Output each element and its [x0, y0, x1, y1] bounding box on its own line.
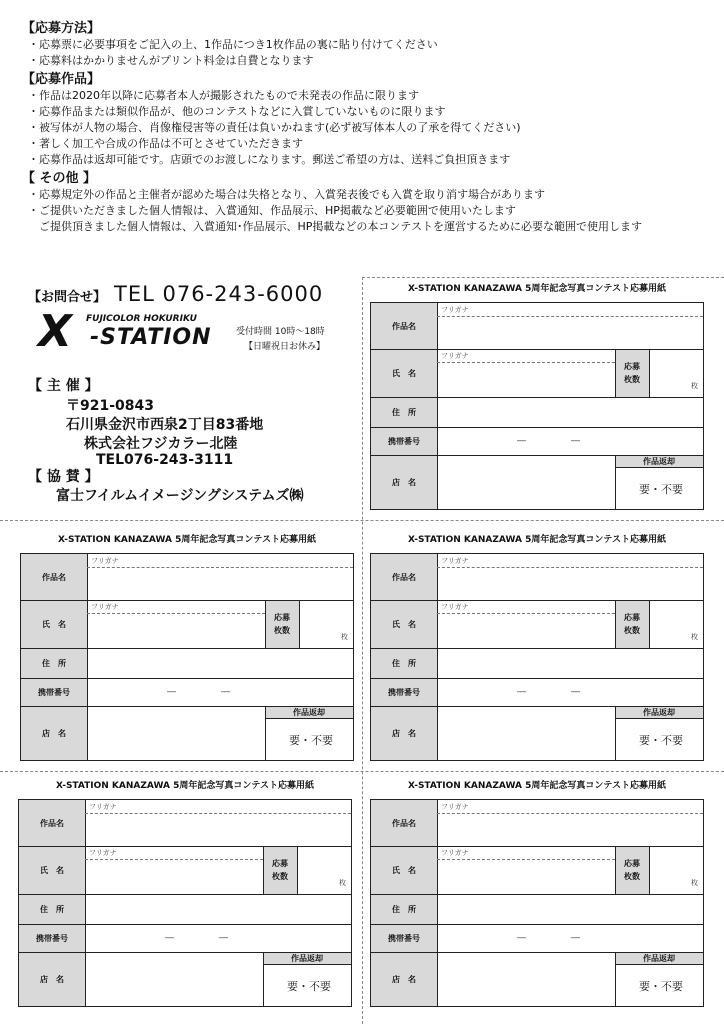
- divider: [615, 846, 616, 894]
- work-title-label: 作品名: [371, 800, 437, 846]
- count-label-line: 応募: [624, 859, 640, 868]
- divider: [615, 455, 616, 509]
- count-unit: 枚: [691, 879, 698, 887]
- furigana-hint: フリガナ: [89, 803, 117, 811]
- entry-form: [370, 779, 704, 1007]
- sponsor-title: 【 協 賛 】: [28, 469, 99, 485]
- divider: [265, 706, 266, 760]
- store-field[interactable]: [438, 953, 615, 1006]
- count-label-line: 枚数: [624, 375, 640, 384]
- work-title-label: 作品名: [21, 554, 87, 600]
- store-field[interactable]: [88, 707, 265, 760]
- return-label: 作品返却: [263, 952, 351, 964]
- phone-dash: ―: [167, 687, 176, 697]
- address-label: 住 所: [21, 648, 87, 678]
- name-label: 氏 名: [371, 349, 437, 397]
- address-field[interactable]: [438, 649, 703, 678]
- count-label-line: 枚数: [624, 626, 640, 635]
- form-title: X-STATION KANAZAWA 5周年記念写真コンテスト応募用紙: [408, 284, 666, 294]
- store-field[interactable]: [438, 707, 615, 760]
- furigana-hint: フリガナ: [441, 603, 469, 611]
- count-label-line: 枚数: [624, 872, 640, 881]
- store-label: 店 名: [371, 952, 437, 1006]
- contact-label: 【お問合せ】: [28, 290, 107, 305]
- phone-dash: ―: [165, 933, 174, 943]
- other-section: [22, 170, 712, 235]
- furigana-hint: フリガナ: [441, 306, 469, 314]
- form-title: X-STATION KANAZAWA 5周年記念写真コンテスト応募用紙: [56, 781, 314, 791]
- count-label-line: 応募: [624, 613, 640, 622]
- phone-label: 携帯番号: [371, 678, 437, 706]
- count-label-line: 枚数: [272, 872, 288, 881]
- work-title-label: 作品名: [371, 554, 437, 600]
- cut-line: [362, 277, 363, 1024]
- logo-x: X: [38, 306, 72, 357]
- work-title-field[interactable]: [438, 814, 703, 846]
- form-grid: [20, 553, 354, 761]
- entry-form: [18, 779, 352, 1007]
- return-options[interactable]: 要・不要: [639, 980, 683, 993]
- phone-dash: ―: [571, 933, 580, 943]
- entry-form: [370, 282, 704, 510]
- return-options[interactable]: 要・不要: [639, 483, 683, 496]
- rule-line: ・被写体が人物の場合、肖像権侵害等の責任は負いかねます(必ず被写体本人の了承を得てください): [28, 121, 521, 134]
- phone-dash: ―: [571, 436, 580, 446]
- return-label: 作品返却: [615, 455, 703, 467]
- work-title-field[interactable]: [86, 814, 351, 846]
- form-grid: [370, 553, 704, 761]
- divider: [263, 952, 264, 1006]
- address-label: 住 所: [371, 397, 437, 427]
- return-options[interactable]: 要・不要: [289, 734, 333, 747]
- divider: [265, 718, 353, 719]
- method-section: [22, 20, 712, 69]
- rules-section: [22, 20, 712, 237]
- address-field[interactable]: [86, 895, 351, 924]
- name-field[interactable]: [438, 860, 615, 894]
- count-unit: 枚: [339, 879, 346, 887]
- form-grid: [370, 799, 704, 1007]
- return-options[interactable]: 要・不要: [287, 980, 331, 993]
- entry-form: [370, 533, 704, 761]
- works-title: 【応募作品】: [22, 72, 101, 87]
- form-grid: [18, 799, 352, 1007]
- name-label: 氏 名: [19, 846, 85, 894]
- store-label: 店 名: [371, 706, 437, 760]
- divider: [615, 349, 616, 397]
- phone-dash: ―: [517, 436, 526, 446]
- logo-brand: FUJICOLOR HOKURIKU: [86, 314, 197, 324]
- count-unit: 枚: [691, 382, 698, 390]
- rule-line: ・応募作品は返却可能です。店頭でのお渡しになります。郵送ご希望の方は、送料ご負担頂きます: [28, 153, 511, 166]
- work-title-field[interactable]: [88, 568, 353, 600]
- rule-line: ・応募規定外の作品と主催者が認めた場合は失格となり、入賞発表後でも入賞を取り消す場合があります: [28, 188, 545, 201]
- organizer-title: 【 主 催 】: [28, 378, 99, 394]
- logo-station: -STATION: [90, 325, 212, 350]
- address-field[interactable]: [438, 895, 703, 924]
- phone-label: 携帯番号: [371, 427, 437, 455]
- store-field[interactable]: [438, 456, 615, 509]
- name-field[interactable]: [86, 860, 263, 894]
- name-label: 氏 名: [371, 846, 437, 894]
- divider: [263, 964, 351, 965]
- divider: [615, 600, 616, 648]
- divider: [615, 952, 616, 1006]
- phone-dash: ―: [571, 687, 580, 697]
- divider: [265, 600, 266, 648]
- furigana-hint: フリガナ: [91, 557, 119, 565]
- rule-line: ご提供頂きました個人情報は、入賞通知･作品展示、HP掲載などの本コンテストを運営するために必要な範囲で使用します: [28, 220, 642, 233]
- store-field[interactable]: [86, 953, 263, 1006]
- phone-dash: ―: [517, 933, 526, 943]
- count-label-line: 応募: [274, 613, 290, 622]
- rule-line: ・応募作品または類似作品が、他のコンテストなどに入賞していないものに限ります: [28, 105, 446, 118]
- work-title-label: 作品名: [371, 303, 437, 349]
- address-field[interactable]: [88, 649, 353, 678]
- return-label: 作品返却: [615, 706, 703, 718]
- rule-line: ・作品は2020年以降に応募者本人が撮影されたもので未発表の作品に限ります: [28, 89, 419, 102]
- organizer-address: 石川県金沢市西泉2丁目83番地: [66, 417, 264, 433]
- organizer-company: 株式会社フジカラー北陸: [84, 436, 238, 452]
- return-label: 作品返却: [265, 706, 353, 718]
- store-label: 店 名: [19, 952, 85, 1006]
- name-label: 氏 名: [371, 600, 437, 648]
- work-title-label: 作品名: [19, 800, 85, 846]
- xstation-logo: [38, 306, 228, 357]
- phone-label: 携帯番号: [21, 678, 87, 706]
- phone-label: 携帯番号: [19, 924, 85, 952]
- phone-dash: ―: [219, 933, 228, 943]
- method-title: 【応募方法】: [22, 21, 101, 36]
- business-hours: 受付時間 10時～18時: [236, 327, 325, 337]
- count-label-line: 応募: [624, 362, 640, 371]
- name-field[interactable]: [438, 363, 615, 397]
- work-title-field[interactable]: [438, 568, 703, 600]
- count-label: [615, 846, 649, 894]
- count-label: [615, 600, 649, 648]
- furigana-hint: フリガナ: [91, 603, 119, 611]
- name-label: 氏 名: [21, 600, 87, 648]
- address-label: 住 所: [371, 648, 437, 678]
- rule-line: ・ご提供いただきました個人情報は、入賞通知、作品展示、HP掲載など必要範囲で使用いたします: [28, 204, 516, 217]
- count-label-line: 応募: [272, 859, 288, 868]
- rule-line: ・応募料はかかりませんがプリント料金は自費となります: [28, 54, 314, 67]
- organizer-postal: 〒921-0843: [66, 398, 154, 414]
- furigana-hint: フリガナ: [441, 557, 469, 565]
- cut-line: [362, 277, 724, 278]
- divider: [615, 718, 703, 719]
- works-section: [22, 71, 712, 168]
- form-title: X-STATION KANAZAWA 5周年記念写真コンテスト応募用紙: [58, 535, 316, 545]
- organizer-tel: TEL076-243-3111: [96, 452, 234, 468]
- name-field[interactable]: [88, 614, 265, 648]
- divider: [615, 964, 703, 965]
- count-label: [265, 600, 299, 648]
- phone-label: 携帯番号: [371, 924, 437, 952]
- phone-dash: ―: [221, 687, 230, 697]
- address-label: 住 所: [371, 894, 437, 924]
- divider: [263, 846, 264, 894]
- other-title: 【 その他 】: [22, 171, 97, 186]
- furigana-hint: フリガナ: [441, 803, 469, 811]
- rule-line: ・応募票に必要事項をご記入の上、1作品につき1枚作品の裏に貼り付けてください: [28, 38, 438, 51]
- phone-dash: ―: [517, 687, 526, 697]
- furigana-hint: フリガナ: [441, 352, 469, 360]
- store-label: 店 名: [371, 455, 437, 509]
- sponsor-name: 富士フイルムイメージングシステムズ㈱: [56, 488, 304, 504]
- store-label: 店 名: [21, 706, 87, 760]
- entry-form: [20, 533, 354, 761]
- closed-days: 【日曜祝日お休み】: [244, 342, 326, 352]
- address-label: 住 所: [19, 894, 85, 924]
- divider: [615, 467, 703, 468]
- form-grid: [370, 302, 704, 510]
- form-title: X-STATION KANAZAWA 5周年記念写真コンテスト応募用紙: [408, 535, 666, 545]
- name-field[interactable]: [438, 614, 615, 648]
- divider: [615, 706, 616, 760]
- count-label: [615, 349, 649, 397]
- rule-line: ・著しく加工や合成の作品は不可とさせていただきます: [28, 137, 303, 150]
- return-label: 作品返却: [615, 952, 703, 964]
- work-title-field[interactable]: [438, 317, 703, 349]
- contact-tel: TEL 076-243-6000: [114, 282, 324, 306]
- count-unit: 枚: [341, 633, 348, 641]
- furigana-hint: フリガナ: [89, 849, 117, 857]
- form-title: X-STATION KANAZAWA 5周年記念写真コンテスト応募用紙: [408, 781, 666, 791]
- address-field[interactable]: [438, 398, 703, 427]
- count-unit: 枚: [691, 633, 698, 641]
- count-label: [263, 846, 297, 894]
- furigana-hint: フリガナ: [441, 849, 469, 857]
- return-options[interactable]: 要・不要: [639, 734, 683, 747]
- count-label-line: 枚数: [274, 626, 290, 635]
